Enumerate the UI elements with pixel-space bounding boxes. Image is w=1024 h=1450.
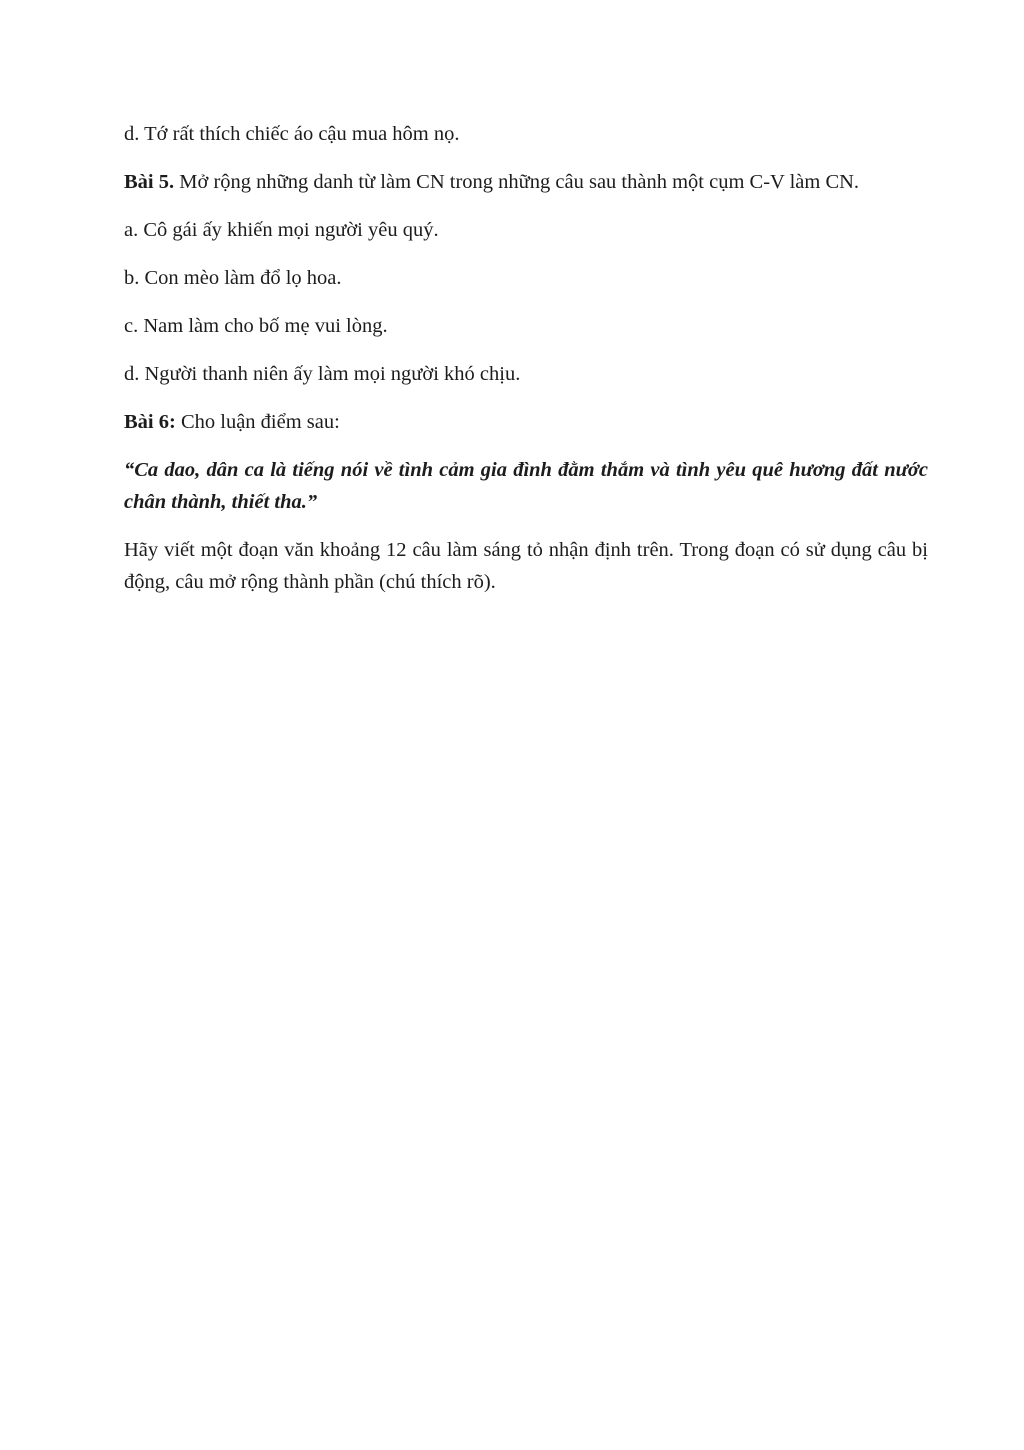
exercise-5-item-d: d. Người thanh niên ấy làm mọi người khó chịu. [124,363,521,385]
exercise-6-quote: “Ca dao, dân ca là tiếng nói về tình cảm gia đình đằm thắm và tình yêu quê hương đất nước chân thành, thiết tha.” [124,459,928,513]
exercise-5-item-a: a. Cô gái ấy khiến mọi người yêu quý. [124,219,439,241]
exercise-6-prompt: Cho luận điểm sau: [175,411,340,433]
document-page [124,118,928,614]
exercise-5-item-b: b. Con mèo làm đổ lọ hoa. [124,267,342,289]
exercise-6-label: Bài 6: [124,411,176,433]
exercise-6-heading [124,406,928,438]
exercise-5-heading [124,166,928,198]
exercise-item-d-previous: d. Tớ rất thích chiếc áo cậu mua hôm nọ. [124,123,460,145]
exercise-5-item-c: c. Nam làm cho bố mẹ vui lòng. [124,315,388,337]
exercise-5-prompt: Mở rộng những danh từ làm CN trong những câu sau thành một cụm C-V làm CN. [174,171,860,193]
exercise-5-label: Bài 5. [124,171,175,193]
exercise-6-instruction: Hãy viết một đoạn văn khoảng 12 câu làm sáng tỏ nhận định trên. Trong đoạn có sử dụng câu bị động, câu mở rộng thành phần (chú thích rõ). [124,539,928,593]
